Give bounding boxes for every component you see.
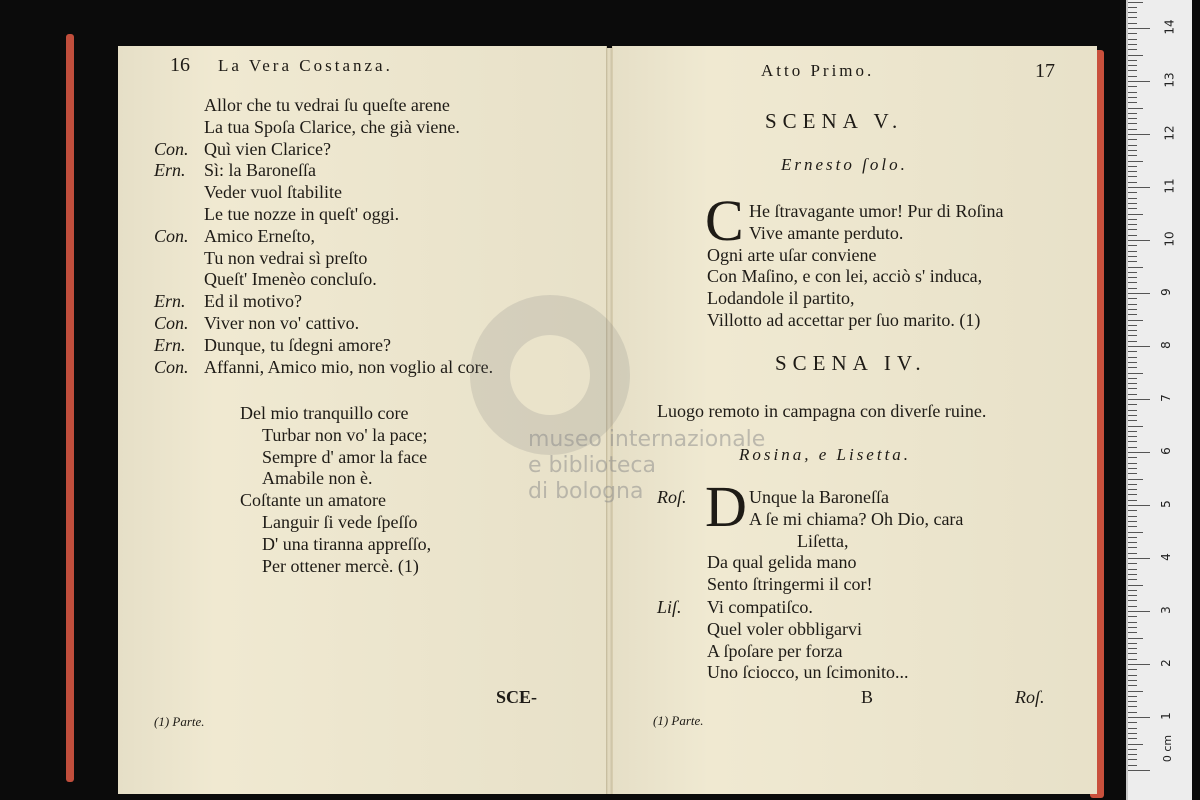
ruler-number: 6 xyxy=(1158,447,1173,455)
ruler-number: 7 xyxy=(1158,394,1173,402)
ruler-number: 14 xyxy=(1162,19,1177,35)
ruler-number: 10 xyxy=(1162,231,1177,247)
ruler-tick xyxy=(1128,55,1143,56)
scene-setting: Luogo remoto in campagna con diverſe ruine. xyxy=(657,401,987,421)
ruler-tick xyxy=(1128,383,1137,384)
verse-line: Ed il motivo? xyxy=(204,291,302,312)
verse-line: Amico Erneſto, xyxy=(204,225,315,246)
verse-line: Dunque, tu ſdegni amore? xyxy=(204,334,391,355)
ruler-tick xyxy=(1128,235,1137,236)
ruler-tick xyxy=(1128,595,1137,596)
ruler-tick xyxy=(1128,611,1150,612)
ruler-tick xyxy=(1128,145,1137,146)
ruler-tick xyxy=(1128,759,1137,760)
catchword: SCE- xyxy=(496,687,538,707)
verse-line: Ogni arte uſar conviene xyxy=(707,244,877,265)
ruler-tick xyxy=(1128,664,1150,665)
ruler-tick xyxy=(1128,314,1137,315)
ruler-tick xyxy=(1128,161,1143,162)
aria-line: Turbar non vo' la pace; xyxy=(262,424,428,445)
ruler-tick xyxy=(1128,335,1137,336)
drop-cap: D xyxy=(705,474,747,539)
ruler-tick xyxy=(1128,325,1137,326)
ruler-tick xyxy=(1128,516,1137,517)
verse-line: Con Maſino, e con lei, acciò s' induca, xyxy=(707,266,983,287)
ruler-tick xyxy=(1128,182,1137,183)
running-head: Atto Primo. xyxy=(761,61,875,80)
ruler-tick xyxy=(1128,176,1137,177)
verse-line: Villotto ad accettar per ſuo marito. (1) xyxy=(707,310,981,330)
verse-line: Affanni, Amico mio, non voglio al core. xyxy=(204,356,494,377)
ruler-number: 1 xyxy=(1158,712,1173,720)
verse-line: Liſetta, xyxy=(797,530,849,551)
ruler-tick xyxy=(1128,351,1137,352)
ruler-tick xyxy=(1128,558,1150,559)
ruler-number: 9 xyxy=(1158,288,1173,296)
ruler-tick xyxy=(1128,537,1137,538)
ruler-tick xyxy=(1128,410,1137,411)
ruler-tick xyxy=(1128,49,1137,50)
ruler-tick xyxy=(1128,754,1137,755)
ruler-tick xyxy=(1128,44,1137,45)
ruler-tick xyxy=(1128,203,1137,204)
ruler-tick xyxy=(1128,426,1143,427)
ruler-tick xyxy=(1128,113,1137,114)
watermark-line: di bologna xyxy=(528,479,644,504)
verse-line: Vi compatiſco. xyxy=(707,597,813,617)
ruler-tick xyxy=(1128,245,1137,246)
verse-line: Quel voler obbligarvi xyxy=(707,618,862,639)
ruler-tick xyxy=(1128,526,1137,527)
ruler-tick xyxy=(1128,81,1150,82)
ruler-tick xyxy=(1128,659,1137,660)
verse-line: Unque la Baroneſſa xyxy=(749,487,889,507)
ruler-tick xyxy=(1128,214,1143,215)
ruler-tick xyxy=(1128,738,1137,739)
ruler-tick xyxy=(1128,404,1137,405)
ruler-tick xyxy=(1128,33,1137,34)
verse-line: A ſpoſare per forza xyxy=(707,640,843,661)
aria-line: Sempre d' amor la face xyxy=(262,446,428,467)
ruler-tick xyxy=(1128,441,1137,442)
ruler-number: 13 xyxy=(1162,72,1177,88)
page-number: 16 xyxy=(170,54,190,76)
ruler-tick xyxy=(1128,505,1150,506)
ruler-tick xyxy=(1128,616,1137,617)
ruler-tick xyxy=(1128,622,1137,623)
ruler-tick xyxy=(1128,28,1150,29)
scene-title: SCENA IV. xyxy=(775,351,927,375)
ruler-tick xyxy=(1128,102,1137,103)
verse-line: Tu non vedrai sì preſto xyxy=(204,247,368,268)
ruler-tick xyxy=(1128,378,1137,379)
aria-line: Amabile non è. xyxy=(262,468,373,489)
ruler-number: 4 xyxy=(1158,553,1173,561)
open-book xyxy=(48,22,1072,778)
catchword: Roſ. xyxy=(1015,687,1045,707)
ruler-tick xyxy=(1128,696,1137,697)
ruler-tick xyxy=(1128,510,1137,511)
verse-line: Lodandole il partito, xyxy=(707,288,855,309)
ruler-tick xyxy=(1128,362,1137,363)
verse-line: Uno ſciocco, un ſcimonito... xyxy=(707,662,909,683)
ruler-tick xyxy=(1128,579,1137,580)
ruler-tick xyxy=(1128,722,1137,723)
ruler-tick xyxy=(1128,12,1137,13)
ruler-tick xyxy=(1128,118,1137,119)
ruler-tick xyxy=(1128,648,1137,649)
ruler-tick xyxy=(1128,224,1137,225)
ruler-tick xyxy=(1128,108,1143,109)
ruler-tick xyxy=(1128,600,1137,601)
ruler-tick xyxy=(1128,553,1137,554)
ruler-unit: 0 cm xyxy=(1161,734,1175,763)
measurement-ruler xyxy=(1126,0,1192,800)
right-page xyxy=(612,46,1097,794)
scene-cast: Ernesto ſolo. xyxy=(781,155,908,174)
ruler-tick xyxy=(1128,457,1137,458)
speaker-label: Con. xyxy=(154,138,189,159)
ruler-tick xyxy=(1128,479,1143,480)
verse-line: Da qual gelida mano xyxy=(707,552,857,573)
verse-line: Viver non vo' cattivo. xyxy=(204,313,360,333)
ruler-tick xyxy=(1128,394,1137,395)
verse-line: Vive amante perduto. xyxy=(749,222,904,243)
signature-mark: B xyxy=(861,687,874,707)
ruler-tick xyxy=(1128,288,1137,289)
ruler-tick xyxy=(1128,638,1143,639)
ruler-tick xyxy=(1128,171,1137,172)
ruler-tick xyxy=(1128,198,1137,199)
ruler-tick xyxy=(1128,60,1137,61)
ruler-tick xyxy=(1128,70,1137,71)
ruler-tick xyxy=(1128,420,1137,421)
scene-title: SCENA V. xyxy=(765,109,904,133)
ruler-tick xyxy=(1128,606,1137,607)
ruler-number: 8 xyxy=(1158,341,1173,349)
scene-cast: Rosina, e Lisetta. xyxy=(739,445,912,464)
ruler-tick xyxy=(1128,2,1143,3)
ruler-number: 3 xyxy=(1158,606,1173,614)
ruler-tick xyxy=(1128,267,1143,268)
ruler-tick xyxy=(1128,765,1137,766)
ruler-tick xyxy=(1128,208,1137,209)
ruler-tick xyxy=(1128,447,1137,448)
ruler-tick xyxy=(1128,547,1137,548)
ruler-tick xyxy=(1128,240,1150,241)
ruler-tick xyxy=(1128,272,1137,273)
ruler-tick xyxy=(1128,97,1137,98)
page-number: 17 xyxy=(1035,60,1055,82)
running-head: La Vera Costanza. xyxy=(218,56,393,75)
verse-line: Allor che tu vedrai ſu queſte arene xyxy=(204,95,450,115)
ruler-number: 5 xyxy=(1158,500,1173,508)
ruler-tick xyxy=(1128,744,1143,745)
ruler-tick xyxy=(1128,675,1137,676)
ruler-tick xyxy=(1128,261,1137,262)
speaker-label: Con. xyxy=(154,313,189,333)
left-page-edge xyxy=(66,34,74,782)
ruler-tick xyxy=(1128,330,1137,331)
verse-line: Queſt' Imenèo concluſo. xyxy=(204,269,377,290)
verse-line: A ſe mi chiama? Oh Dio, cara xyxy=(749,508,964,529)
speaker-label: Ern. xyxy=(154,334,186,355)
aria-line: Per ottener mercè. (1) xyxy=(262,555,419,576)
verse-line: Sì: la Baroneſſa xyxy=(204,160,316,181)
ruler-tick xyxy=(1128,65,1137,66)
footnote: (1) Parte. xyxy=(154,714,205,729)
speaker-label: Roſ. xyxy=(657,487,687,507)
verse-line: La tua Spoſa Clarice, che già viene. xyxy=(204,116,460,137)
watermark-line: e biblioteca xyxy=(528,453,656,478)
ruler-tick xyxy=(1128,166,1137,167)
ruler-tick xyxy=(1128,680,1137,681)
ruler-tick xyxy=(1128,86,1137,87)
ruler-tick xyxy=(1128,155,1137,156)
ruler-tick xyxy=(1128,23,1137,24)
ruler-tick xyxy=(1128,320,1143,321)
drop-cap: C xyxy=(705,188,744,253)
watermark-line: museo internazionale xyxy=(528,427,766,452)
speaker-label: Ern. xyxy=(154,291,186,312)
ruler-tick xyxy=(1128,728,1137,729)
left-page xyxy=(118,46,607,794)
ruler-tick xyxy=(1128,463,1137,464)
ruler-tick xyxy=(1128,399,1150,400)
ruler-tick xyxy=(1128,150,1137,151)
ruler-tick xyxy=(1128,749,1137,750)
ruler-tick xyxy=(1128,569,1137,570)
ruler-tick xyxy=(1128,669,1137,670)
footnote: (1) Parte. xyxy=(653,713,704,728)
verse-line: Sento ſtringermi il cor! xyxy=(707,574,873,595)
aria-line: Languir ſi vede ſpeſſo xyxy=(262,512,418,532)
aria-line: Del mio tranquillo core xyxy=(240,403,409,423)
ruler-tick xyxy=(1128,473,1137,474)
speaker-label: Ern. xyxy=(154,160,186,181)
ruler-tick xyxy=(1128,373,1143,374)
ruler-tick xyxy=(1128,304,1137,305)
ruler-tick xyxy=(1128,685,1137,686)
ruler-tick xyxy=(1128,92,1137,93)
ruler-tick xyxy=(1128,585,1143,586)
ruler-tick xyxy=(1128,436,1137,437)
ruler-tick xyxy=(1128,494,1137,495)
ruler-tick xyxy=(1128,17,1137,18)
speaker-label: Liſ. xyxy=(657,597,682,617)
ruler-number: 2 xyxy=(1158,659,1173,667)
ruler-number: 11 xyxy=(1162,178,1177,194)
ruler-tick xyxy=(1128,229,1137,230)
ruler-tick xyxy=(1128,489,1137,490)
ruler-tick xyxy=(1128,627,1137,628)
ruler-tick xyxy=(1128,733,1137,734)
ruler-tick xyxy=(1128,532,1143,533)
ruler-tick xyxy=(1128,691,1143,692)
ruler-tick xyxy=(1128,590,1137,591)
ruler-tick xyxy=(1128,341,1137,342)
ruler-tick xyxy=(1128,717,1150,718)
ruler-tick xyxy=(1128,251,1137,252)
ruler-tick xyxy=(1128,574,1137,575)
ruler-tick xyxy=(1128,282,1137,283)
verse-line: Le tue nozze in queſt' oggi. xyxy=(204,204,400,224)
ruler-tick xyxy=(1128,431,1137,432)
ruler-tick xyxy=(1128,123,1137,124)
ruler-tick xyxy=(1128,701,1137,702)
ruler-tick xyxy=(1128,187,1150,188)
speaker-label: Con. xyxy=(154,225,189,246)
ruler-tick xyxy=(1128,367,1137,368)
ruler-tick xyxy=(1128,653,1137,654)
ruler-tick xyxy=(1128,139,1137,140)
aria-line: D' una tiranna appreſſo, xyxy=(262,533,432,554)
ruler-tick xyxy=(1128,452,1150,453)
verse-line: He ſtravagante umor! Pur di Roſina xyxy=(749,201,1004,221)
ruler-tick xyxy=(1128,357,1137,358)
ruler-tick xyxy=(1128,192,1137,193)
ruler-tick xyxy=(1128,712,1137,713)
ruler-tick xyxy=(1128,770,1150,771)
ruler-tick xyxy=(1128,388,1137,389)
ruler-tick xyxy=(1128,542,1137,543)
speaker-label: Con. xyxy=(154,356,189,377)
ruler-tick xyxy=(1128,298,1137,299)
verse-line: Veder vuol ſtabilite xyxy=(204,182,342,203)
ruler-tick xyxy=(1128,632,1137,633)
ruler-tick xyxy=(1128,76,1137,77)
ruler-tick xyxy=(1128,563,1137,564)
aria-line: Coſtante un amatore xyxy=(240,490,386,511)
ruler-tick xyxy=(1128,643,1137,644)
ruler-tick xyxy=(1128,521,1137,522)
ruler-tick xyxy=(1128,219,1137,220)
ruler-tick xyxy=(1128,277,1137,278)
ruler-number: 12 xyxy=(1162,125,1177,141)
verse-line: Quì vien Clarice? xyxy=(204,138,331,159)
ruler-tick xyxy=(1128,7,1137,8)
ruler-tick xyxy=(1128,706,1137,707)
ruler-tick xyxy=(1128,484,1137,485)
ruler-tick xyxy=(1128,309,1137,310)
ruler-tick xyxy=(1128,500,1137,501)
ruler-tick xyxy=(1128,129,1137,130)
ruler-tick xyxy=(1128,468,1137,469)
ruler-tick xyxy=(1128,39,1137,40)
ruler-tick xyxy=(1128,415,1137,416)
ruler-tick xyxy=(1128,293,1150,294)
ruler-tick xyxy=(1128,134,1150,135)
ruler-tick xyxy=(1128,256,1137,257)
ruler-tick xyxy=(1128,346,1150,347)
